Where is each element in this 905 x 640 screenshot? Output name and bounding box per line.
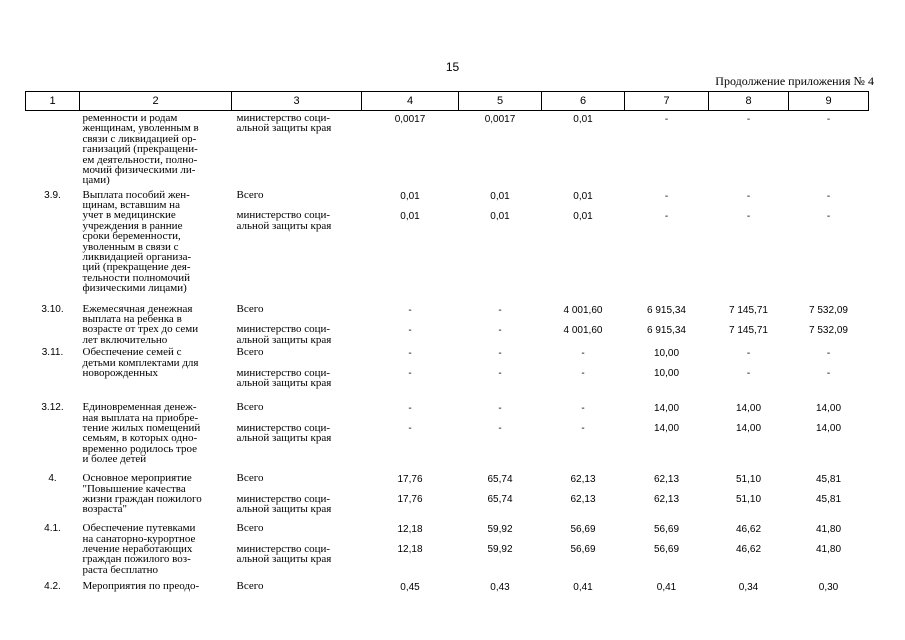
- cell-value: -: [498, 423, 502, 435]
- budget-table: [25, 91, 869, 619]
- value-cell: [459, 521, 542, 579]
- appendix-caption: Продолжение приложения № 4: [715, 74, 874, 88]
- cell-value: 14,00: [815, 403, 842, 415]
- cell-value: 6 915,34: [647, 304, 686, 316]
- measure-name-line: ем деятельности, полно-: [82, 153, 198, 166]
- funding-source-line: министерство соци-: [236, 421, 331, 434]
- cell-value: 14,00: [735, 423, 762, 435]
- cell-value: 56,69: [570, 544, 596, 556]
- row-index: 4.2.: [44, 581, 61, 593]
- funding-source-line: Всего: [236, 580, 264, 593]
- cell-value: 41,80: [815, 524, 842, 536]
- value-cell: [789, 111, 869, 188]
- cell-value: 17,76: [397, 474, 423, 486]
- funding-source-line: Всего: [236, 188, 264, 201]
- value-cell: [709, 400, 789, 471]
- measure-name-line: лет включительно: [82, 333, 168, 346]
- value-cell: [625, 345, 709, 400]
- cell-value: 14,00: [653, 423, 680, 435]
- cell-value: 59,92: [487, 524, 513, 536]
- table-row: [26, 400, 869, 471]
- measure-name-line: на санаторно-курортное: [82, 532, 196, 545]
- value-cell: [625, 579, 709, 619]
- funding-source-line: альной защиты края: [236, 377, 332, 390]
- value-cell: [542, 302, 625, 346]
- value-cell: [789, 521, 869, 579]
- value-cell: [789, 188, 869, 302]
- cell-value: 0,01: [573, 210, 593, 222]
- value-cell: [625, 521, 709, 579]
- cell-value: 46,62: [735, 524, 762, 536]
- row-index: 3.9.: [44, 189, 61, 201]
- measure-name-line: ганизаций (прекращени-: [82, 143, 198, 156]
- cell-value: -: [581, 403, 585, 415]
- value-cell: [625, 188, 709, 302]
- cell-value: -: [408, 304, 412, 316]
- column-header: 1: [26, 92, 80, 111]
- value-cell: [709, 471, 789, 521]
- table-row: [26, 188, 869, 302]
- measure-name-line: ременности и родам: [82, 112, 178, 124]
- cell-value: -: [746, 190, 751, 202]
- value-cell: [542, 111, 625, 188]
- value-cell: [542, 345, 625, 400]
- cell-value: 0,45: [400, 582, 420, 594]
- cell-value: 12,18: [397, 544, 423, 556]
- value-cell: [542, 521, 625, 579]
- cell-value: -: [664, 210, 669, 222]
- value-cell: [709, 521, 789, 579]
- page-number: 15: [445, 60, 460, 74]
- measure-name: [80, 579, 232, 619]
- table-header-row: [26, 92, 869, 111]
- funding-source-line: министерство соци-: [236, 492, 331, 505]
- value-cell: [459, 302, 542, 346]
- cell-value: 0,30: [818, 582, 839, 594]
- cell-value: -: [498, 348, 502, 360]
- cell-value: -: [826, 114, 831, 125]
- measure-name-line: граждан пожилого воз-: [82, 553, 191, 566]
- cell-value: 0,41: [656, 582, 677, 594]
- cell-value: 0,41: [573, 582, 593, 594]
- cell-value: -: [498, 368, 502, 380]
- cell-value: 62,13: [570, 474, 596, 486]
- column-header: 3: [232, 92, 362, 111]
- funding-source-line: Всего: [236, 522, 264, 535]
- funding-source-line: Всего: [236, 472, 264, 485]
- cell-value: -: [746, 114, 751, 125]
- funding-source-line: альной защиты края: [236, 553, 332, 566]
- measure-name: [80, 521, 232, 579]
- cell-value: -: [408, 348, 412, 360]
- table-row: [26, 579, 869, 619]
- cell-value: 10,00: [653, 348, 680, 360]
- cell-value: 14,00: [735, 403, 762, 415]
- cell-value: 41,80: [815, 544, 842, 556]
- funding-source-line: министерство соци-: [236, 366, 331, 379]
- cell-value: -: [746, 368, 751, 380]
- cell-value: 0,01: [490, 190, 510, 202]
- value-cell: [542, 400, 625, 471]
- cell-value: 51,10: [735, 474, 762, 486]
- funding-source-line: Всего: [236, 401, 264, 414]
- cell-value: 7 145,71: [729, 324, 768, 336]
- value-cell: [459, 579, 542, 619]
- measure-name-line: и более детей: [82, 453, 147, 466]
- measure-name-line: возраста": [82, 503, 128, 516]
- cell-value: 56,69: [570, 524, 596, 536]
- value-cell: [625, 471, 709, 521]
- cell-value: -: [408, 403, 412, 415]
- measure-name: [80, 471, 232, 521]
- column-header: 4: [362, 92, 459, 111]
- funding-source-line: министерство соци-: [236, 323, 331, 336]
- value-cell: [709, 579, 789, 619]
- cell-value: 65,74: [487, 474, 513, 486]
- cell-value: -: [826, 190, 831, 202]
- cell-value: 62,13: [653, 494, 680, 506]
- value-cell: [542, 188, 625, 302]
- value-cell: [709, 111, 789, 188]
- funding-source: [232, 400, 362, 471]
- cell-value: -: [408, 423, 412, 435]
- measure-name-line: Обеспечение путевками: [82, 522, 196, 535]
- measure-name-line: Единовременная денеж-: [82, 401, 197, 414]
- cell-value: -: [581, 348, 585, 360]
- row-index: [26, 111, 80, 188]
- cell-value: 62,13: [653, 474, 680, 486]
- cell-value: 0,01: [400, 190, 420, 202]
- row-index: 4.: [48, 473, 57, 485]
- cell-value: 14,00: [653, 403, 680, 415]
- cell-value: 59,92: [487, 544, 513, 556]
- funding-source-line: министерство соци-: [236, 209, 331, 222]
- value-cell: [789, 471, 869, 521]
- row-index: 3.12.: [41, 402, 64, 414]
- funding-source-line: Всего: [236, 302, 264, 315]
- cell-value: -: [826, 210, 831, 222]
- measure-name-line: жизни граждан пожилого: [82, 492, 202, 505]
- measure-name-line: Основное мероприятие: [82, 472, 192, 485]
- value-cell: [459, 400, 542, 471]
- cell-value: 56,69: [653, 524, 680, 536]
- cell-value: 0,0017: [394, 114, 426, 125]
- cell-value: -: [498, 324, 502, 336]
- cell-value: 0,0017: [484, 114, 516, 125]
- funding-source: [232, 188, 362, 302]
- measure-name-line: ная выплата на приобре-: [82, 411, 199, 424]
- value-cell: [789, 345, 869, 400]
- measure-name-line: Обеспечение семей с: [82, 346, 182, 359]
- measure-name-line: физическими лицами): [82, 282, 187, 295]
- value-cell: [625, 400, 709, 471]
- cell-value: 17,76: [397, 494, 423, 506]
- value-cell: [789, 400, 869, 471]
- measure-name-line: щинам, вставшим на: [82, 198, 180, 211]
- value-cell: [459, 345, 542, 400]
- measure-name: [80, 302, 232, 346]
- cell-value: 10,00: [653, 368, 680, 380]
- funding-source-line: министерство соци-: [236, 112, 331, 124]
- measure-name-line: ликвидацией организа-: [82, 250, 192, 263]
- table-row: [26, 345, 869, 400]
- cell-value: 0,01: [400, 210, 420, 222]
- cell-value: 0,01: [573, 190, 593, 202]
- measure-name: [80, 345, 232, 400]
- funding-source-line: Всего: [236, 346, 264, 359]
- column-header: 9: [789, 92, 869, 111]
- cell-value: 14,00: [815, 423, 842, 435]
- cell-value: 0,01: [490, 210, 510, 222]
- value-cell: [362, 521, 459, 579]
- value-cell: [362, 400, 459, 471]
- cell-value: -: [581, 423, 585, 435]
- measure-name-line: выплата на ребенка в: [82, 312, 182, 325]
- table-row: [26, 471, 869, 521]
- measure-name-line: новорожденных: [82, 366, 158, 379]
- funding-source-line: альной защиты края: [236, 219, 332, 232]
- funding-source: [232, 345, 362, 400]
- funding-source-line: альной защиты края: [236, 122, 332, 135]
- value-cell: [459, 471, 542, 521]
- measure-name-line: учреждения в ранние: [82, 219, 183, 232]
- cell-value: 4 001,60: [563, 324, 603, 336]
- value-cell: [362, 579, 459, 619]
- funding-source-line: альной защиты края: [236, 333, 332, 346]
- measure-name-line: связи с ликвидацией ор-: [82, 132, 197, 145]
- table-row: [26, 521, 869, 579]
- cell-value: 7 532,09: [809, 304, 848, 316]
- row-index: 4.1.: [44, 523, 61, 535]
- measure-name-line: временно родилось трое: [82, 442, 197, 455]
- funding-source-line: альной защиты края: [236, 432, 332, 445]
- cell-value: 6 915,34: [647, 324, 686, 336]
- measure-name: [80, 111, 232, 188]
- measure-name-line: мочий физическими ли-: [82, 164, 196, 177]
- value-cell: [625, 111, 709, 188]
- cell-value: -: [664, 190, 669, 202]
- funding-source-line: министерство соци-: [236, 542, 331, 555]
- cell-value: -: [498, 304, 502, 316]
- cell-value: 65,74: [487, 494, 513, 506]
- cell-value: -: [746, 210, 751, 222]
- measure-name-line: женщинам, уволенным в: [82, 122, 199, 135]
- row-index: 3.11.: [41, 347, 64, 359]
- funding-source: [232, 302, 362, 346]
- value-cell: [362, 111, 459, 188]
- cell-value: -: [498, 403, 502, 415]
- value-cell: [789, 302, 869, 346]
- cell-value: 45,81: [815, 494, 842, 506]
- measure-name-line: Ежемесячная денежная: [82, 302, 193, 315]
- column-header: 6: [542, 92, 625, 111]
- measure-name-line: лечение неработающих: [82, 542, 193, 555]
- value-cell: [459, 188, 542, 302]
- cell-value: -: [664, 114, 669, 125]
- column-header: 7: [625, 92, 709, 111]
- value-cell: [625, 302, 709, 346]
- cell-value: 62,13: [570, 494, 596, 506]
- cell-value: 56,69: [653, 544, 680, 556]
- value-cell: [542, 579, 625, 619]
- funding-source: [232, 471, 362, 521]
- measure-name-line: Мероприятия по преодо-: [82, 580, 200, 593]
- value-cell: [362, 188, 459, 302]
- column-header: 5: [459, 92, 542, 111]
- measure-name-line: сроки беременности,: [82, 230, 181, 243]
- value-cell: [362, 471, 459, 521]
- funding-source: [232, 579, 362, 619]
- value-cell: [459, 111, 542, 188]
- funding-source-line: альной защиты края: [236, 503, 332, 516]
- value-cell: [542, 471, 625, 521]
- measure-name-line: "Повышение качества: [82, 482, 186, 495]
- column-header: 2: [80, 92, 232, 111]
- cell-value: 45,81: [815, 474, 842, 486]
- measure-name-line: тельности полномочий: [82, 271, 191, 284]
- cell-value: 51,10: [735, 494, 762, 506]
- value-cell: [362, 302, 459, 346]
- cell-value: -: [746, 348, 751, 360]
- value-cell: [709, 345, 789, 400]
- measure-name-line: раста бесплатно: [82, 563, 158, 576]
- value-cell: [709, 302, 789, 346]
- row-index: 3.10.: [41, 303, 64, 315]
- measure-name-line: уволенным в связи с: [82, 240, 179, 253]
- value-cell: [362, 345, 459, 400]
- measure-name-line: Выплата пособий жен-: [82, 188, 190, 201]
- cell-value: 4 001,60: [563, 304, 603, 316]
- measure-name-line: учет в медицинские: [82, 209, 176, 222]
- cell-value: -: [408, 368, 412, 380]
- cell-value: 0,01: [573, 114, 593, 125]
- cell-value: 46,62: [735, 544, 762, 556]
- measure-name: [80, 400, 232, 471]
- measure-name-line: детьми комплектами для: [82, 356, 199, 369]
- cell-value: -: [408, 324, 412, 336]
- cell-value: 7 532,09: [809, 324, 848, 336]
- cell-value: 7 145,71: [729, 304, 768, 316]
- measure-name-line: тение жилых помещений: [82, 421, 201, 434]
- measure-name: [80, 188, 232, 302]
- cell-value: 12,18: [397, 524, 423, 536]
- column-header: 8: [709, 92, 789, 111]
- value-cell: [789, 579, 869, 619]
- value-cell: [709, 188, 789, 302]
- measure-name-line: семьям, в которых одно-: [82, 432, 198, 445]
- table-row: [26, 302, 869, 346]
- funding-source: [232, 111, 362, 188]
- cell-value: 0,34: [738, 582, 759, 594]
- measure-name-line: возрасте от трех до семи: [82, 323, 199, 336]
- measure-name-line: цами): [82, 174, 110, 187]
- measure-name-line: ций (прекращение дея-: [82, 261, 191, 274]
- table-row: [26, 111, 869, 188]
- table-body: [26, 111, 869, 620]
- cell-value: -: [581, 368, 585, 380]
- funding-source: [232, 521, 362, 579]
- cell-value: -: [826, 368, 831, 380]
- cell-value: -: [826, 348, 831, 360]
- cell-value: 0,43: [490, 582, 510, 594]
